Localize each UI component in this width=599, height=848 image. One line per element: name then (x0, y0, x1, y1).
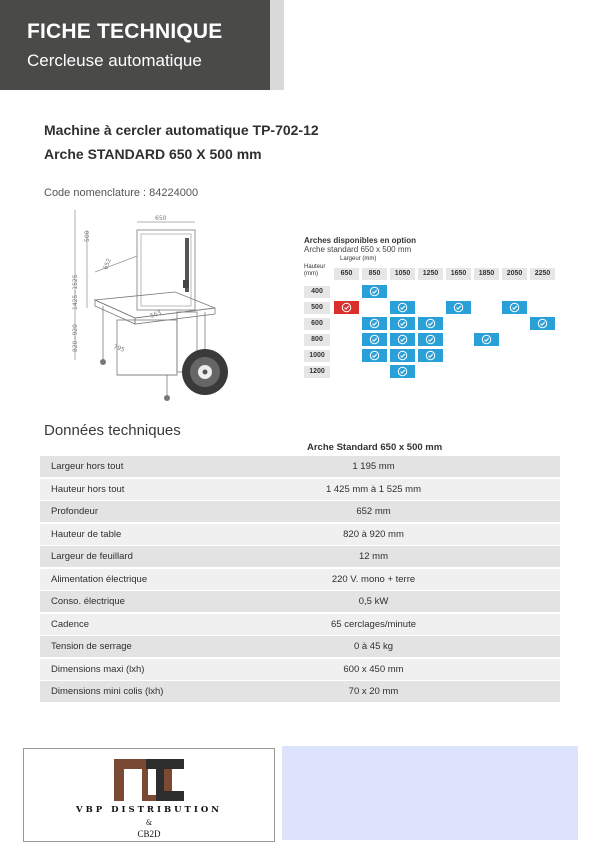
spec-value: 12 mm (187, 546, 560, 567)
spec-value: 70 x 20 mm (187, 681, 560, 702)
option-arch-cell (390, 365, 415, 378)
spec-label: Tension de serrage (40, 636, 194, 657)
header-stripe (270, 0, 284, 90)
company-logo-icon (104, 753, 194, 805)
check-icon (397, 302, 408, 313)
spec-label: Hauteur de table (40, 524, 194, 545)
arches-table (304, 236, 551, 375)
check-icon (397, 350, 408, 361)
dim-label: 820~920 (72, 324, 79, 352)
option-arch-cell (446, 301, 471, 314)
width-header: 1250 (418, 268, 443, 280)
width-header: 1650 (446, 268, 471, 280)
spec-row (40, 501, 560, 524)
spec-label: Hauteur hors tout (40, 479, 194, 500)
page-subtitle: Cercleuse automatique (27, 51, 202, 70)
spec-row (40, 456, 560, 479)
product-arch: Arche STANDARD 650 X 500 mm (44, 146, 262, 162)
machine-drawing (55, 200, 245, 410)
width-header: 2050 (502, 268, 527, 280)
spec-label: Conso. électrique (40, 591, 194, 612)
check-icon (341, 302, 352, 313)
dim-label: 652 (102, 257, 113, 271)
check-icon (481, 334, 492, 345)
check-icon (369, 318, 380, 329)
spec-row (40, 659, 560, 682)
spec-value: 220 V. mono + terre (187, 569, 560, 590)
page-title: FICHE TECHNIQUE (27, 20, 223, 43)
height-header: 800 (304, 334, 330, 346)
option-arch-cell (362, 285, 387, 298)
height-header: 600 (304, 318, 330, 330)
height-header: 400 (304, 286, 330, 298)
spec-label: Largeur hors tout (40, 456, 194, 477)
arches-subtitle: Arche standard 650 x 500 mm (304, 245, 412, 254)
contact-box (282, 746, 578, 840)
header-banner (0, 0, 270, 90)
check-icon (369, 334, 380, 345)
product-code: Code nomenclature : 84224000 (44, 187, 199, 199)
spec-label: Dimensions maxi (lxh) (40, 659, 194, 680)
specs-table (40, 456, 560, 704)
check-icon (397, 318, 408, 329)
spec-label: Cadence (40, 614, 194, 635)
option-arch-cell (390, 349, 415, 362)
spec-value: 600 x 450 mm (187, 659, 560, 680)
height-header: 1000 (304, 350, 330, 362)
width-header: 2250 (530, 268, 555, 280)
spec-label: Profondeur (40, 501, 194, 522)
check-icon (397, 366, 408, 377)
option-arch-cell (362, 349, 387, 362)
spec-label: Largeur de feuillard (40, 546, 194, 567)
specs-column-title: Arche Standard 650 x 500 mm (307, 442, 443, 453)
company-second: CB2D (137, 829, 161, 839)
spec-label: Alimentation électrique (40, 569, 194, 590)
dim-label: 1425~1525 (72, 274, 79, 310)
width-header: 650 (334, 268, 359, 280)
width-header: 1050 (390, 268, 415, 280)
spec-row (40, 681, 560, 704)
spec-row (40, 569, 560, 592)
height-header: 1200 (304, 366, 330, 378)
option-arch-cell (474, 333, 499, 346)
spec-value: 0 à 45 kg (187, 636, 560, 657)
arches-title: Arches disponibles en option (304, 236, 417, 245)
check-icon (509, 302, 520, 313)
check-icon (425, 334, 436, 345)
option-arch-cell (530, 317, 555, 330)
dim-label: 650 (155, 215, 167, 222)
dim-label: 795 (112, 343, 126, 354)
hauteur-label: Hauteur (mm) (304, 264, 326, 277)
width-header: 1850 (474, 268, 499, 280)
option-arch-cell (362, 317, 387, 330)
option-arch-cell (362, 333, 387, 346)
product-title: Machine à cercler automatique TP-702-12 (44, 122, 319, 138)
largeur-label: Largeur (mm) (340, 256, 377, 262)
spec-row (40, 524, 560, 547)
height-header: 500 (304, 302, 330, 314)
option-arch-cell (390, 317, 415, 330)
spec-row (40, 591, 560, 614)
dim-label: 563 (149, 309, 163, 320)
spec-row (40, 479, 560, 502)
standard-arch-cell (334, 301, 359, 314)
spec-value: 65 cerclages/minute (187, 614, 560, 635)
spec-row (40, 614, 560, 637)
company-logo-box (23, 748, 275, 842)
option-arch-cell (502, 301, 527, 314)
company-name: VBP DISTRIBUTION (75, 805, 223, 815)
check-icon (425, 318, 436, 329)
option-arch-cell (418, 333, 443, 346)
spec-value: 652 mm (187, 501, 560, 522)
spec-row (40, 546, 560, 569)
spec-row (40, 636, 560, 659)
option-arch-cell (418, 317, 443, 330)
specs-section-title: Données techniques (44, 422, 181, 439)
spec-value: 820 à 920 mm (187, 524, 560, 545)
check-icon (369, 286, 380, 297)
option-arch-cell (390, 301, 415, 314)
width-header: 850 (362, 268, 387, 280)
spec-value: 1 195 mm (187, 456, 560, 477)
spec-label: Dimensions mini colis (lxh) (40, 681, 194, 702)
check-icon (537, 318, 548, 329)
spec-value: 1 425 mm à 1 525 mm (187, 479, 560, 500)
spec-value: 0,5 kW (187, 591, 560, 612)
check-icon (397, 334, 408, 345)
dim-label: 500 (84, 230, 91, 242)
company-amp: & (145, 819, 153, 827)
check-icon (453, 302, 464, 313)
option-arch-cell (418, 349, 443, 362)
check-icon (425, 350, 436, 361)
option-arch-cell (390, 333, 415, 346)
check-icon (369, 350, 380, 361)
